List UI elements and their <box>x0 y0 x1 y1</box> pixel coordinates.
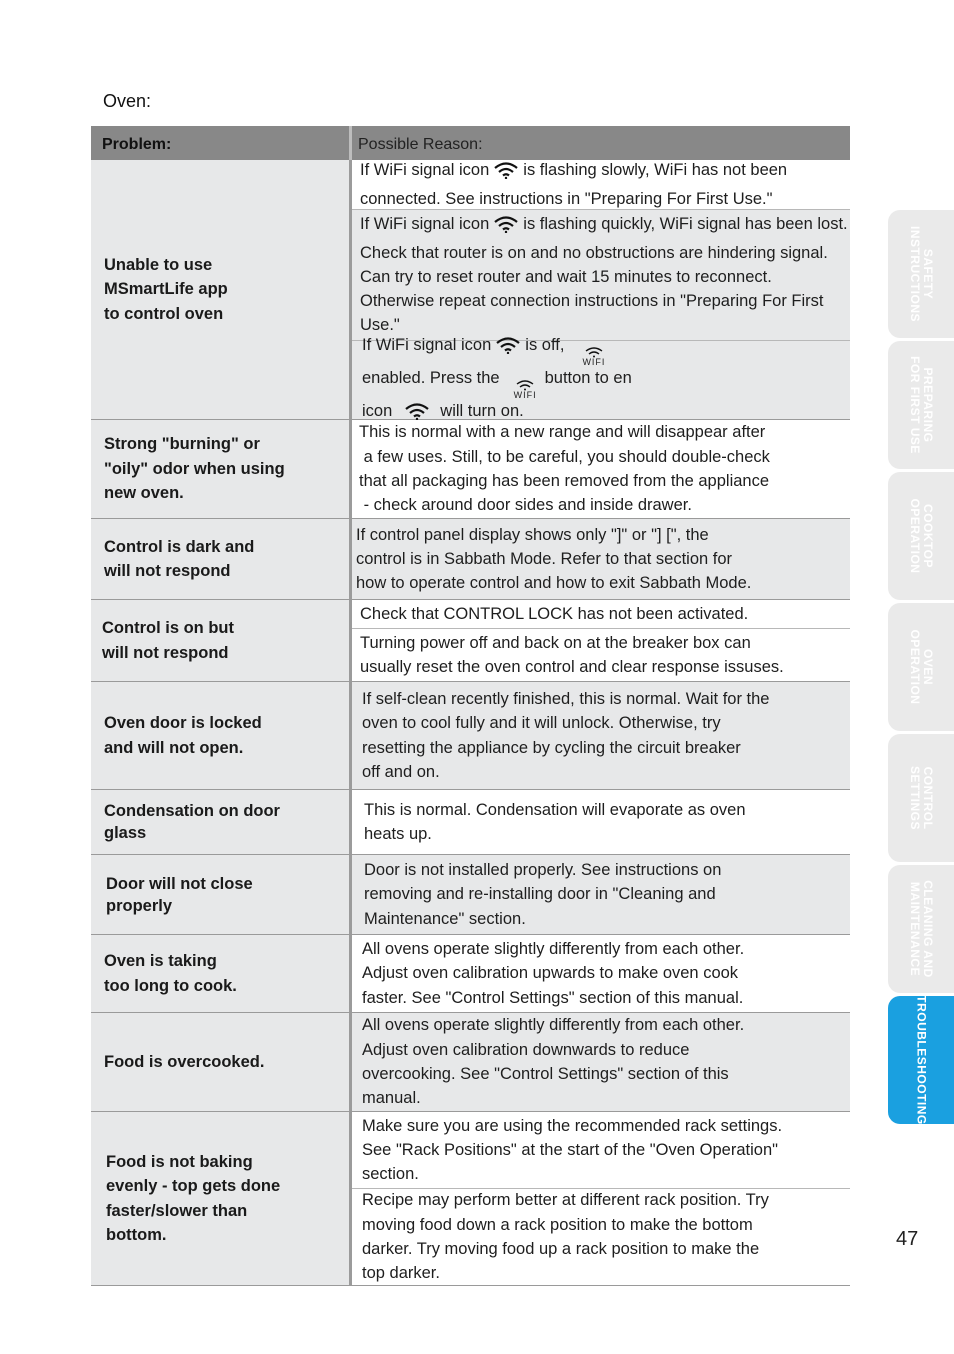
problem-cell: Food is not baking evenly - top gets done faster/slower than bottom. <box>91 1112 349 1285</box>
reason-cell: Check that CONTROL LOCK has not been activated. <box>352 600 850 628</box>
wifi-signal-icon <box>493 215 519 240</box>
table-row <box>91 600 850 682</box>
reason-cell: If self-clean recently finished, this is normal. Wait for the oven to cool fully and it will unlock. Otherwise, try resetting the appliance by cycling the circuit breaker off and on. <box>352 682 850 789</box>
tab-control-settings[interactable]: CONTROL SETTINGS <box>888 734 954 862</box>
reason-cell: Make sure you are using the recommended rack settings. See "Rack Positions" at the start of the "Oven Operation" section. <box>352 1112 850 1188</box>
problem-cell: Control is dark and will not respond <box>91 519 349 599</box>
problem-cell: Door will not close properly <box>91 855 349 934</box>
problem-cell: Oven door is locked and will not open. <box>91 682 349 789</box>
problem-cell: Food is overcooked. <box>91 1013 349 1111</box>
wifi-button-icon: WIFI <box>514 379 537 399</box>
reason-cell: Door is not installed properly. See instructions on removing and re-installing door in "Cleaning and Maintenance" section. <box>352 855 850 934</box>
problem-cell: Strong "burning" or "oily" odor when using new oven. <box>91 420 349 518</box>
wifi-signal-icon <box>495 336 521 362</box>
wifi-button-icon: WIFI <box>582 346 605 366</box>
table-row <box>91 420 850 519</box>
reason-cell: All ovens operate slightly differently from each other. Adjust oven calibration downwards to reduce overcooking. See "Control Settings" section of this manual. <box>352 1013 850 1111</box>
reason-cell: If WiFi signal icon is flashing quickly, WiFi signal has been lost. Check that router is on and no obstructions are hindering signal. Can try to reset router and wait 15 minutes to reconnect. Otherwise repeat connection instructions in "Preparing For First Use." <box>352 209 850 340</box>
reason-cell: All ovens operate slightly differently from each other. Adjust oven calibration upwards to make oven cook faster. See "Control Settings" section of this manual. <box>352 935 850 1012</box>
table-row <box>91 855 850 935</box>
tab-cooktop-operation[interactable]: COOKTOP OPERATION <box>888 472 954 600</box>
wifi-signal-icon <box>493 161 519 186</box>
reason-cell: If WiFi signal icon is off, WIFI enabled. Press the WIFI button to en icon will turn on. <box>352 340 850 419</box>
table-header <box>91 126 850 160</box>
tab-troubleshooting[interactable]: TROUBLESHOOTING <box>888 996 954 1124</box>
table-row <box>91 1013 850 1112</box>
section-title: Oven: <box>103 91 152 111</box>
tab-safety-instructions[interactable]: SAFETY INSTRUCTIONS <box>888 210 954 338</box>
reason-cell: Turning power off and back on at the breaker box can usually reset the oven control and clear response issuses. <box>352 628 850 681</box>
table-row <box>91 790 850 855</box>
tab-oven-operation[interactable]: OVEN OPERATION <box>888 603 954 731</box>
reason-cell: Recipe may perform better at different rack position. Try moving food down a rack position to make the bottom darker. Try moving food up a rack position to make the top darker. <box>352 1188 850 1285</box>
section-tabs <box>888 210 954 1127</box>
table-row <box>91 682 850 790</box>
tab-cleaning-and-maintenance[interactable]: CLEANING AND MAINTENANCE <box>888 865 954 993</box>
table-row <box>91 1112 850 1286</box>
table-row <box>91 160 850 420</box>
problem-cell: Oven is taking too long to cook. <box>91 935 349 1012</box>
page-number: 47 <box>896 1228 919 1250</box>
reason-cell: If WiFi signal icon is flashing slowly, WiFi has not been connected. See instructions in "Preparing For First Use." <box>352 160 850 209</box>
header-problem: Problem: <box>102 136 172 153</box>
reason-cell: This is normal with a new range and will disappear after a few uses. Still, to be careful, you should double-check that all packaging has been removed from the appliance - check around door sides and inside drawer. <box>352 420 850 518</box>
tab-preparing-for-first-use[interactable]: PREPARING FOR FIRST USE <box>888 341 954 469</box>
problem-cell: Condensation on door glass <box>91 790 349 854</box>
header-reason: Possible Reason: <box>358 136 483 153</box>
table-row <box>91 935 850 1013</box>
problem-cell: Control is on but will not respond <box>91 600 349 681</box>
problem-cell: Unable to use MSmartLife app to control oven <box>91 160 349 419</box>
reason-cell: This is normal. Condensation will evaporate as oven heats up. <box>352 790 850 854</box>
reason-cell: If control panel display shows only "]" or "] [", the control is in Sabbath Mode. Refer to that section for how to operate control and how to exit Sabbath Mode. <box>352 519 850 599</box>
troubleshooting-table <box>91 126 850 1286</box>
table-row <box>91 519 850 600</box>
